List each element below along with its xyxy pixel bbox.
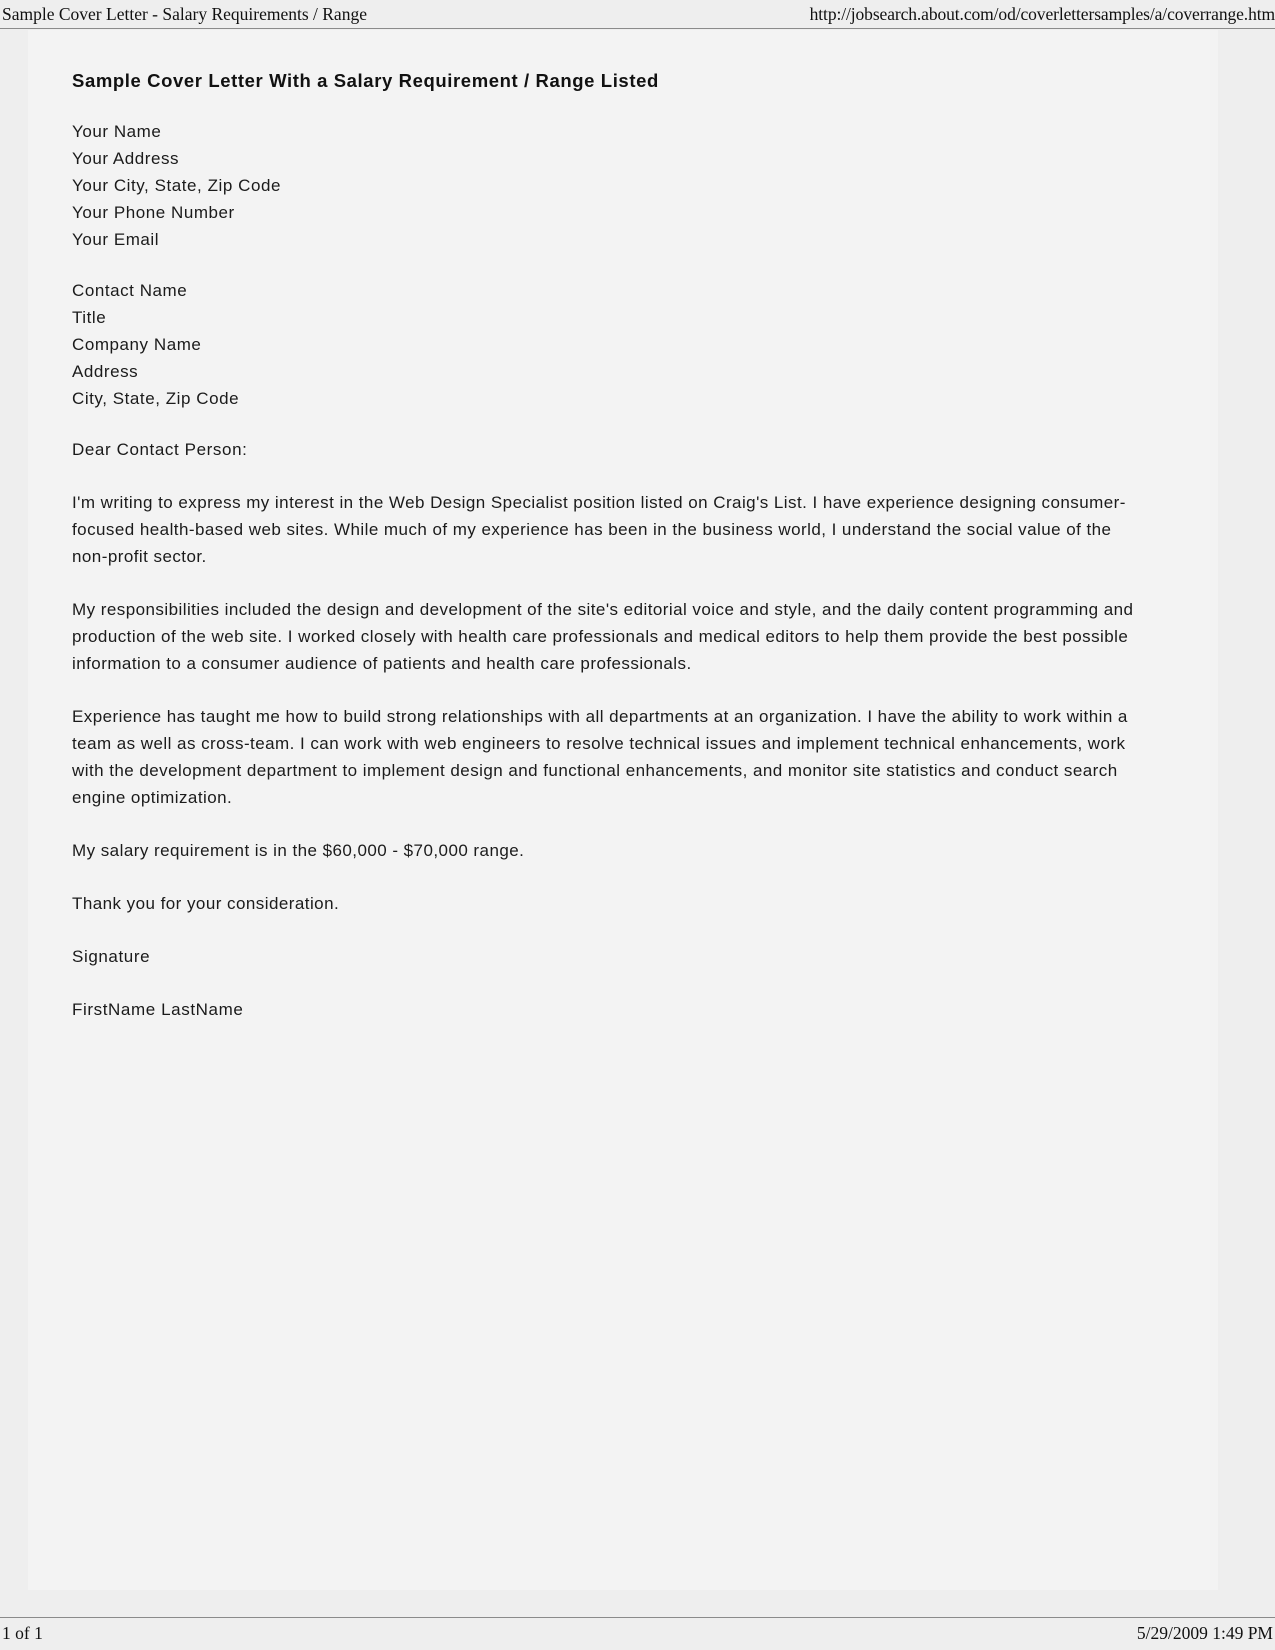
signature-label: Signature	[72, 947, 151, 966]
print-header-url: http://jobsearch.about.com/od/coverlettersamples/a/coverrange.htm	[809, 4, 1275, 24]
salary-requirement-paragraph: My salary requirement is in the $60,000 - $70,000 range.	[72, 841, 525, 860]
cover-letter-body	[72, 70, 1152, 1049]
salutation: Dear Contact Person:	[72, 440, 248, 459]
page-number: 1 of 1	[2, 1622, 43, 1643]
body-paragraph: I'm writing to express my interest in the Web Design Specialist position listed on Craig's List. I have experience designing consumer-focused health-based web sites. While much of my experience has been in the business world, I understand the social value of the non-profit sector.	[72, 493, 1126, 566]
sender-line: Your Name	[72, 122, 162, 141]
body-paragraph: Experience has taught me how to build strong relationships with all departments at an organization. I have the ability to work within a team as well as cross-team. I can work with web engineers to resolve technical issues and implement technical enhancements, work with the development department to implement design and functional enhancements, and monitor site statistics and conduct search engine optimization.	[72, 707, 1128, 807]
recipient-line: Contact Name	[72, 281, 188, 300]
sender-line: Your City, State, Zip Code	[72, 176, 281, 195]
recipient-line: Company Name	[72, 335, 202, 354]
sender-line: Your Phone Number	[72, 203, 235, 222]
sender-line: Your Email	[72, 230, 160, 249]
recipient-line: Address	[72, 362, 139, 381]
recipient-line: Title	[72, 308, 107, 327]
body-paragraph: My responsibilities included the design and development of the site's editorial voice and style, and the daily content programming and production of the web site. I worked closely with health care professionals and medical editors to help them provide the best possible information to a consumer audience of patients and health care professionals.	[72, 600, 1134, 673]
print-footer	[0, 1620, 1275, 1650]
print-timestamp: 5/29/2009 1:49 PM	[1136, 1622, 1273, 1643]
closing-paragraph: Thank you for your consideration.	[72, 894, 340, 913]
print-header	[0, 0, 1275, 30]
header-divider	[0, 28, 1275, 29]
sender-address-block	[72, 118, 1152, 253]
print-header-title: Sample Cover Letter - Salary Requirements / Range	[2, 4, 367, 24]
footer-divider	[0, 1617, 1275, 1618]
signature-name: FirstName LastName	[72, 1000, 244, 1019]
page-sheet	[28, 30, 1218, 1590]
recipient-line: City, State, Zip Code	[72, 389, 240, 408]
recipient-address-block	[72, 277, 1152, 412]
page-title: Sample Cover Letter With a Salary Requirement / Range Listed	[72, 70, 659, 91]
sender-line: Your Address	[72, 149, 180, 168]
